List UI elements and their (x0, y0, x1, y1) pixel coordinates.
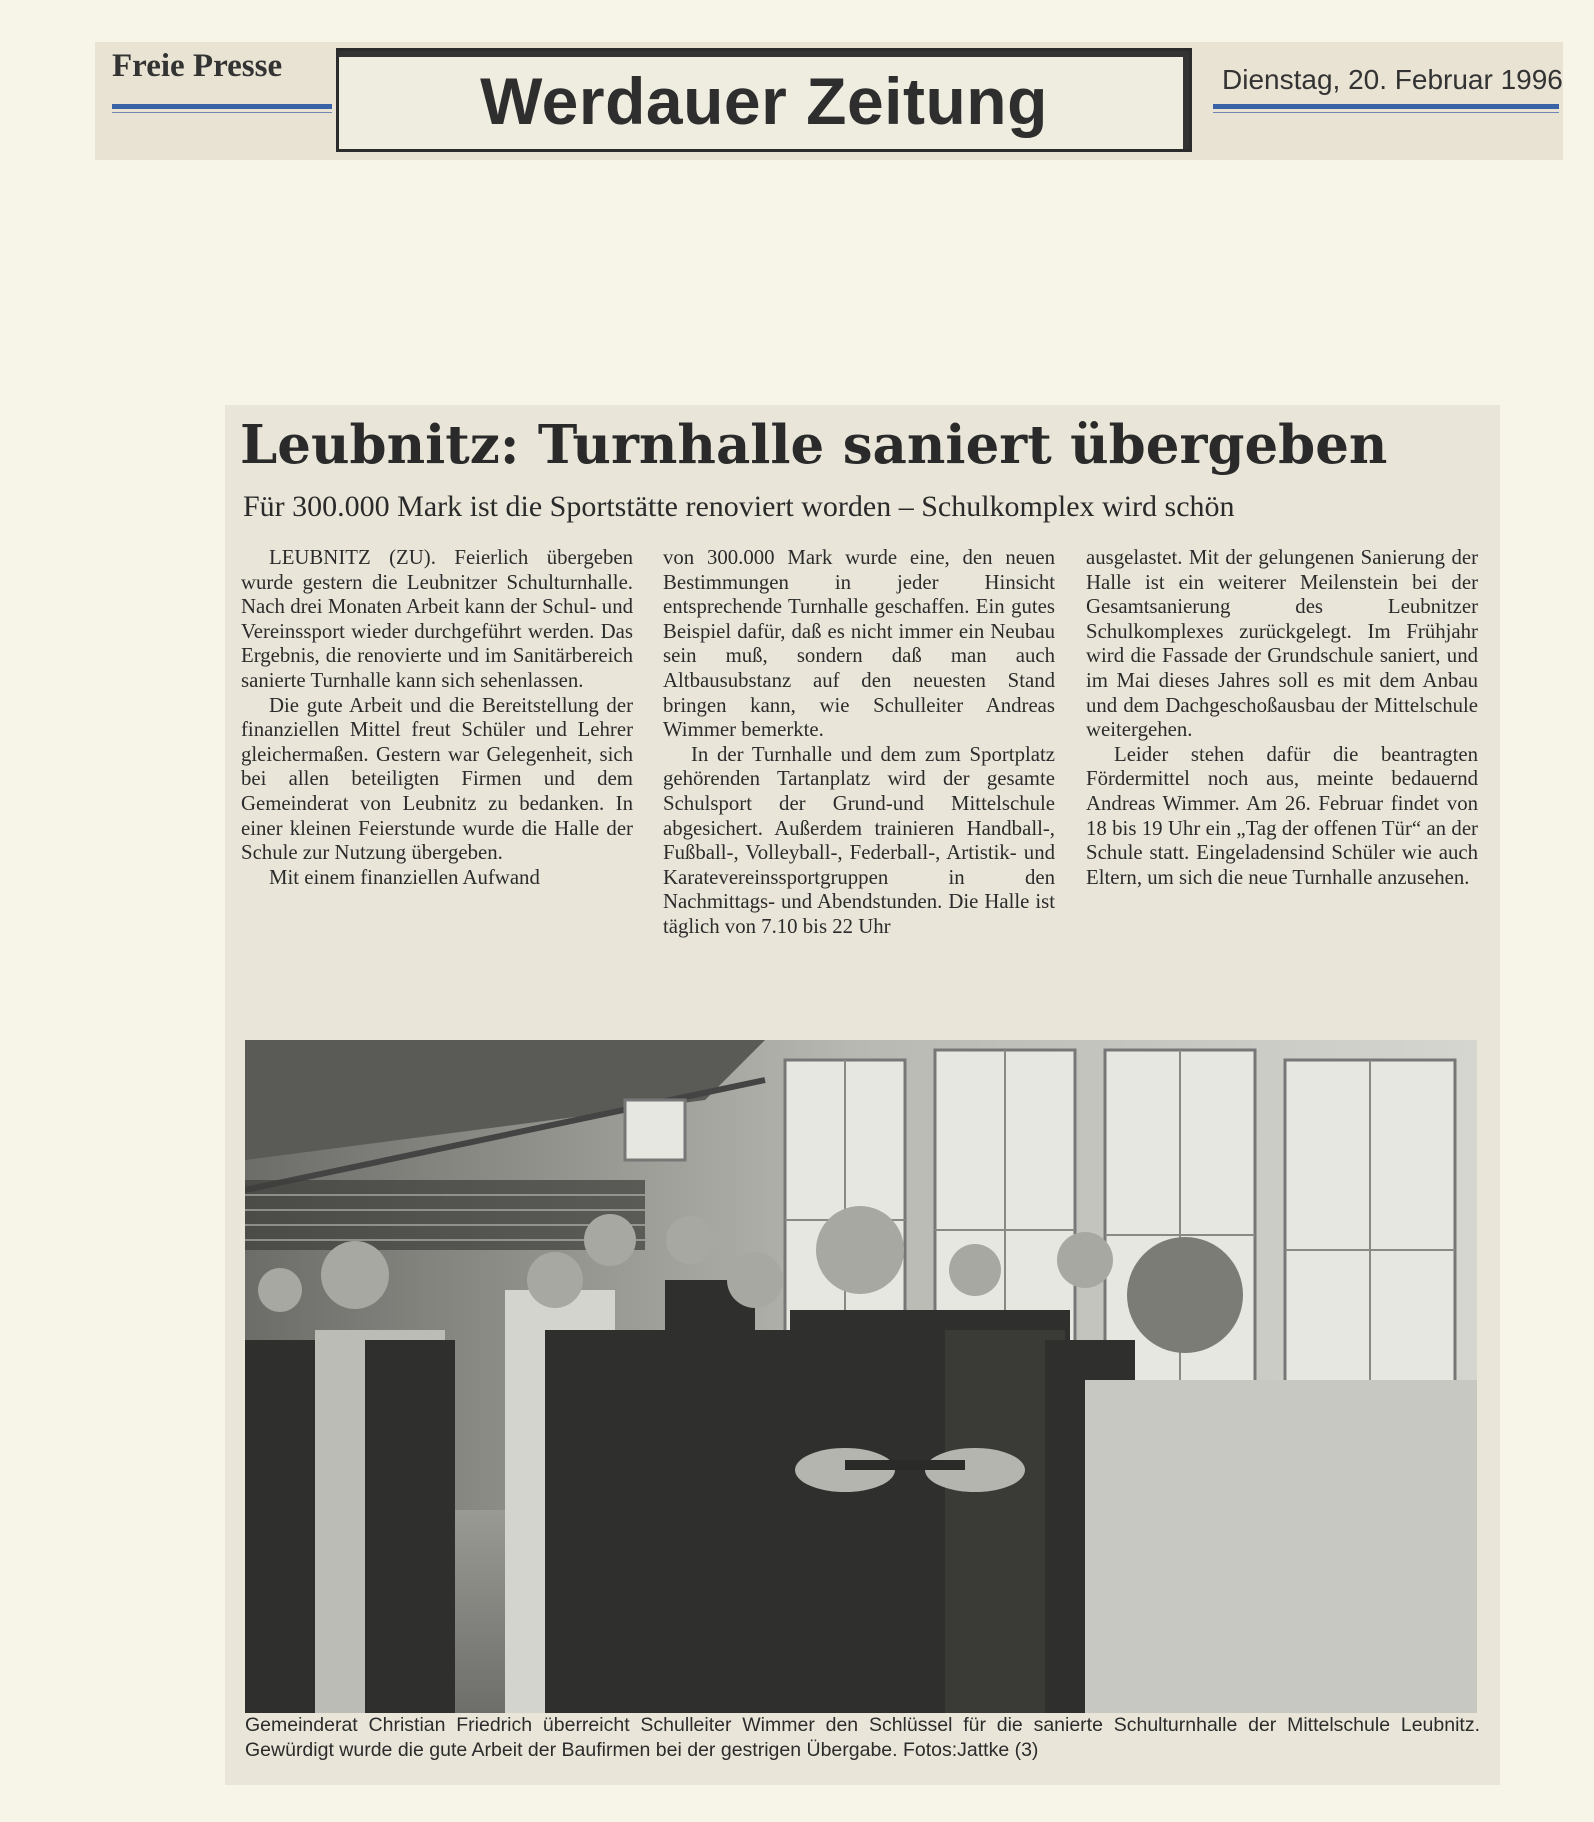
paragraph: ausgelastet. Mit der gelungenen Sanierung der Halle ist ein weiterer Meilenstein bei der Gesamtsanierung des Leubnitzer Schulkomplexes zurückgelegt. Im Frühjahr wird die Fassade der Grundschule saniert, und im Mai dieses Jahres soll es mit dem Anbau und dem Dachgeschoßausbau der Mittelschule weitergehen. (1086, 546, 1478, 742)
paragraph: In der Turnhalle und dem zum Sportplatz gehörenden Tartanplatz wird der gesamte Schulsport der Grund-und Mittelschule abgesichert. Außerdem trainieren Handball-, Fußball-, Volleyball-, Federball-, Artistik- und Karatevereinssportgruppen in den Nachmittags- und Abendstunden. Die Halle ist täglich von 7.10 bis 22 Uhr (663, 742, 1055, 938)
header-rule-left (112, 104, 332, 109)
article-body (241, 546, 1478, 1021)
article-photo (245, 1040, 1477, 1713)
header-rule-right (1213, 104, 1559, 109)
issue-date: Dienstag, 20. Februar 1996 (1222, 64, 1563, 95)
masthead-title: Werdauer Zeitung (480, 64, 1048, 138)
paragraph: Die gute Arbeit und die Bereitstellung der finanziellen Mittel freut Schüler und Lehrer gleichermaßen. Gestern war Gelegenheit, sich bei allen beteiligten Firmen und dem Gemeinderat von Leubnitz zu bedanken. In einer kleinen Feierstunde wurde die Halle der Schule zur Nutzung übergeben. (241, 693, 633, 865)
article-column-1 (241, 546, 633, 890)
paragraph: LEUBNITZ (ZU). Feierlich übergeben wurde gestern die Leubnitzer Schulturnhalle. Nach drei Monaten Arbeit kann der Schul- und Vereinssport wieder durchgeführt werden. Das Ergebnis, die renovierte und im Sanitärbereich sanierte Turnhalle kann sich sehenlassen. (241, 546, 633, 692)
masthead-box (336, 48, 1192, 152)
publisher-name: Freie Presse (112, 48, 283, 84)
paragraph: von 300.000 Mark wurde eine, den neuen Bestimmungen in jeder Hinsicht entsprechende Turnhalle geschaffen. Ein gutes Beispiel dafür, daß es nicht immer ein Neubau sein muß, sondern daß man auch Altbausubstanz auf den neuesten Stand bringen kann, wie Schulleiter Andreas Wimmer bemerkte. (663, 546, 1055, 742)
article-column-3 (1086, 546, 1478, 890)
article-headline: Leubnitz: Turnhalle saniert übergeben (240, 414, 1388, 476)
header-rule-right-thin (1213, 112, 1559, 113)
article-subheadline: Für 300.000 Mark ist die Sportstätte renoviert worden – Schulkomplex wird schön (243, 490, 1235, 523)
paragraph: Leider stehen dafür die beantragten Fördermittel noch aus, meinte bedauernd Andreas Wimmer. Am 26. Februar findet von 18 bis 19 Uhr ein „Tag der offenen Tür“ an der Schule statt. Eingeladensind Schüler wie auch Eltern, um sich die neue Turnhalle anzusehen. (1086, 742, 1478, 889)
article-column-2 (663, 546, 1055, 940)
paragraph: Mit einem finanziellen Aufwand (269, 865, 540, 889)
photo-caption: Gemeinderat Christian Friedrich überreicht Schulleiter Wimmer den Schlüssel für die sanierte Schulturnhalle der Mittelschule Leubnitz. Gewürdigt wurde die gute Arbeit der Baufirmen bei der gestrigen Übergabe. Fotos:Jattke (3) (245, 1714, 1480, 1761)
header-rule-left-thin (112, 112, 332, 113)
photo-illustration (245, 1040, 1477, 1713)
